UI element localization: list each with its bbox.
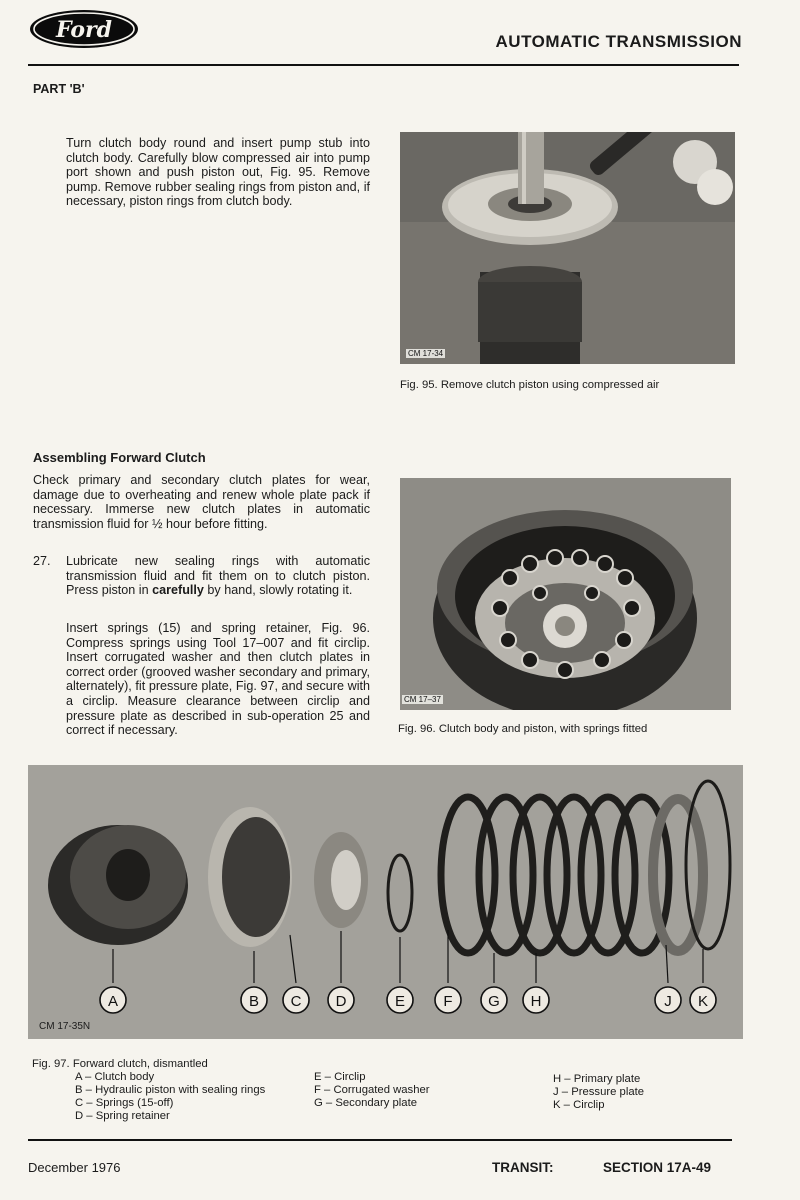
legend-item: C – Springs (15-off) — [75, 1097, 174, 1109]
legend-item: A – Clutch body — [75, 1071, 155, 1083]
footer-date: December 1976 — [28, 1160, 121, 1175]
fig95-caption: Fig. 95. Remove clutch piston using compressed air — [400, 379, 660, 391]
para1-text-a: Check primary and secondary clutch plates for wear, damage due to overheating and renew whole plate pack if necessary. Immerse new clutch plates in automatic transmission fluid for — [33, 473, 370, 531]
logo-wordmark: Ford — [55, 17, 113, 43]
intro-paragraph: Turn clutch body round and insert pump stub into clutch body. Carefully blow compressed air into pump port shown and push piston out, Fig. 95. Remove pump. Remove rubber sealing rings from piston and, if necessary, piston rings from clutch body. — [66, 136, 370, 209]
callout-a: A — [107, 993, 119, 1010]
legend-item: D – Spring retainer — [75, 1110, 170, 1122]
part-label: PART 'B' — [33, 82, 85, 96]
legend-column-1 — [75, 1071, 265, 1123]
para2-text-a: Lubricate new sealing rings with automatic transmission fluid and fit them on to clutch piston. Press piston in — [66, 554, 370, 598]
legend-item: H – Primary plate — [553, 1073, 641, 1085]
step-number: 27. — [33, 554, 51, 568]
callout-d: D — [335, 993, 347, 1010]
callout-f: F — [443, 993, 453, 1010]
fig96-code: CM 17–37 — [404, 695, 441, 704]
para1-fraction: ½ — [151, 516, 163, 531]
legend-item: K – Circlip — [553, 1099, 605, 1111]
callout-k: K — [697, 993, 709, 1010]
assembly-paragraph-2 — [66, 554, 370, 598]
legend-item: J – Pressure plate — [553, 1086, 645, 1098]
fig95-photo — [400, 132, 735, 364]
legend-item: E – Circlip — [314, 1071, 366, 1083]
page-header-title: AUTOMATIC TRANSMISSION — [495, 32, 742, 51]
fig96-caption: Fig. 96. Clutch body and piston, with springs fitted — [398, 723, 648, 735]
fig96-photo — [400, 478, 731, 710]
fig95-code: CM 17-34 — [408, 349, 444, 358]
callout-j: J — [664, 993, 672, 1010]
para2-bold: carefully — [152, 583, 204, 598]
section-heading: Assembling Forward Clutch — [33, 450, 206, 465]
ford-logo — [28, 8, 140, 50]
footer-model: TRANSIT: — [492, 1160, 554, 1175]
footer-section: SECTION 17A-49 — [603, 1160, 712, 1175]
legend-column-2 — [314, 1071, 430, 1110]
assembly-paragraph-1 — [33, 473, 370, 531]
legend-column-3 — [553, 1073, 644, 1112]
footer-rule — [28, 1139, 732, 1141]
callout-h: H — [530, 993, 542, 1010]
callout-e: E — [394, 993, 406, 1010]
legend-item: F – Corrugated washer — [314, 1084, 430, 1096]
callout-g: G — [488, 993, 500, 1010]
assembly-paragraph-3: Insert springs (15) and spring retainer, Fig. 96. Compress springs using Tool 17–007 and fit circlip. Insert corrugated washer and then clutch plates in correct order (grooved washer secondary and primary, alternately), fit pressure plate, Fig. 97, and secure with a circlip. Measure clearance between circlip and pressure plate as described in sub-operation 25 and correct if necessary. — [66, 621, 370, 738]
legend-item: B – Hydraulic piston with sealing rings — [75, 1084, 266, 1096]
fig97-caption: Fig. 97. Forward clutch, dismantled — [32, 1058, 208, 1070]
header-rule — [28, 64, 739, 66]
para1-text-b: hour before fitting. — [162, 516, 268, 531]
legend-item: G – Secondary plate — [314, 1097, 417, 1109]
callout-c: C — [290, 993, 302, 1010]
fig97-photo — [28, 765, 743, 1039]
para2-text-b: by hand, slowly rotating it. — [203, 583, 353, 598]
callout-b: B — [248, 993, 260, 1010]
fig97-code: CM 17-35N — [39, 1021, 91, 1032]
